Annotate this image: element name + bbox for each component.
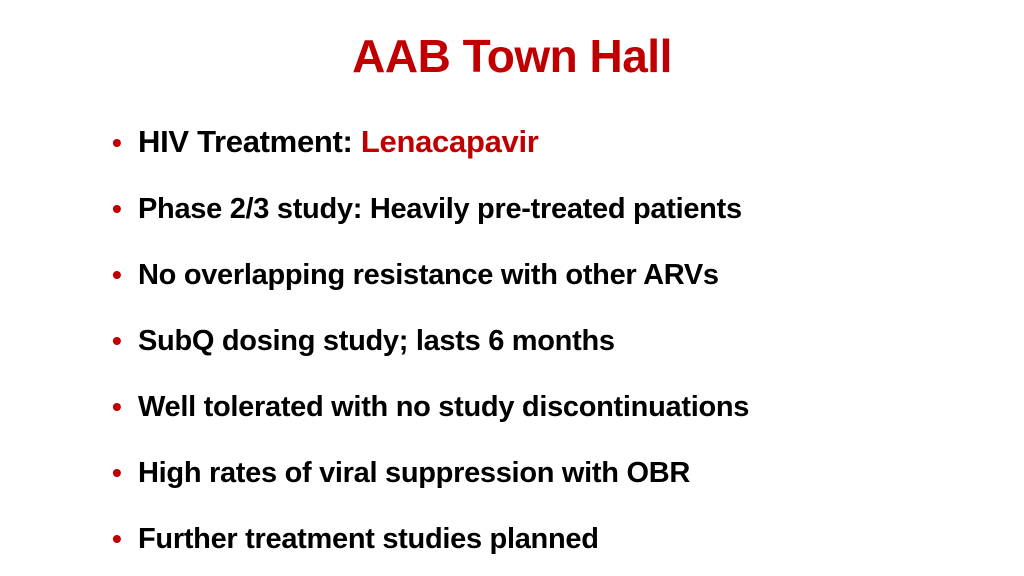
bullet-label-text: HIV Treatment: xyxy=(138,124,353,159)
bullet-text: High rates of viral suppression with OBR xyxy=(138,457,690,489)
bullet-item xyxy=(112,308,749,374)
bullet-marker-icon: • xyxy=(112,193,122,224)
bullet-item xyxy=(112,506,749,572)
bullet-label xyxy=(138,116,539,168)
slide-title: AAB Town Hall xyxy=(352,30,672,82)
bullet-item xyxy=(112,176,749,242)
bullet-list xyxy=(112,116,749,572)
bullet-marker-icon: • xyxy=(112,127,122,158)
bullet-marker-icon: • xyxy=(112,391,122,422)
bullet-item xyxy=(112,374,749,440)
bullet-text: Well tolerated with no study discontinuations xyxy=(138,391,750,423)
bullet-item-hiv-treatment xyxy=(112,116,749,176)
bullet-marker-icon: • xyxy=(112,259,122,290)
bullet-marker-icon: • xyxy=(112,457,122,488)
bullet-text: Further treatment studies planned xyxy=(138,523,599,555)
bullet-marker-icon: • xyxy=(112,325,122,356)
bullet-text: No overlapping resistance with other ARVs xyxy=(138,259,719,291)
bullet-marker-icon: • xyxy=(112,523,122,554)
bullet-item xyxy=(112,440,749,506)
bullet-text: SubQ dosing study; lasts 6 months xyxy=(138,325,615,357)
bullet-text: Phase 2/3 study: Heavily pre-treated patients xyxy=(138,193,742,225)
bullet-highlight-drug-name: Lenacapavir xyxy=(360,124,539,159)
bullet-item xyxy=(112,242,749,308)
